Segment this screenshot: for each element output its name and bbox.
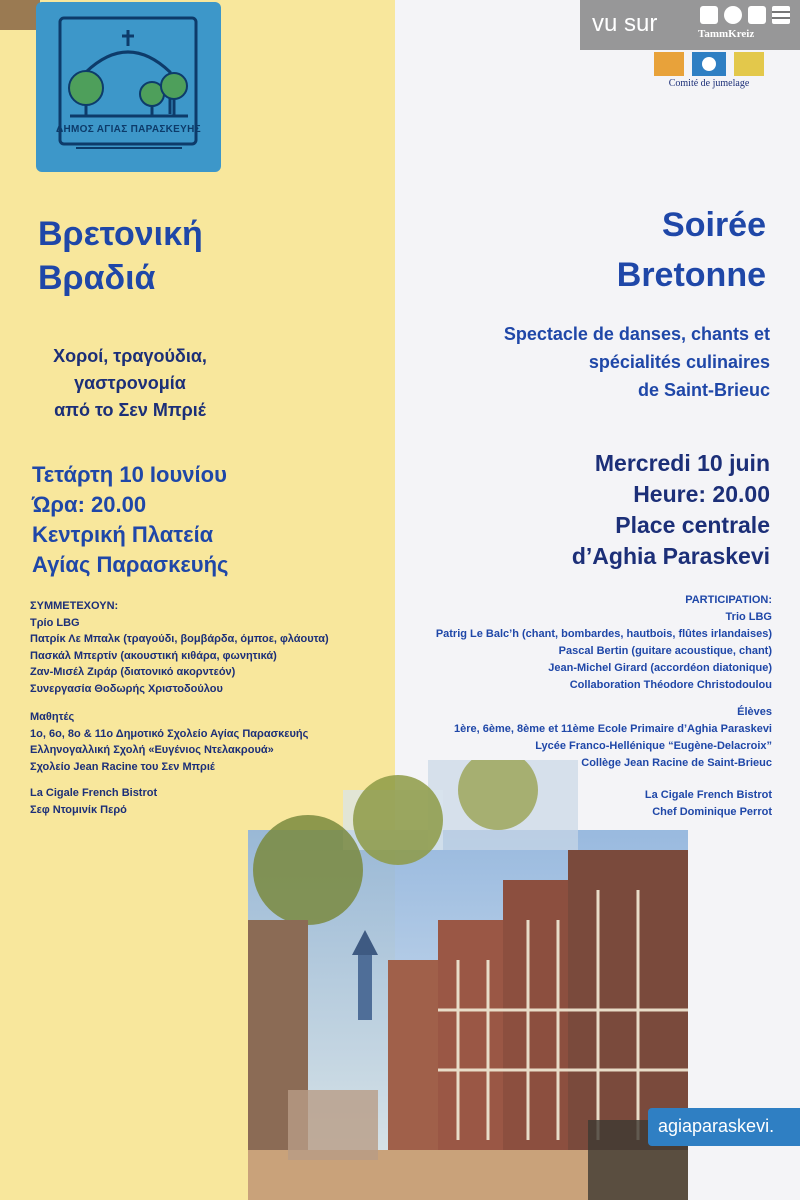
french-subtitle-line: spécialités culinaires [588, 352, 770, 372]
french-student-school: Collège Jean Racine de Saint-Brieuc [581, 757, 772, 769]
greek-date-line: Κεντρική Πλατεία [32, 522, 214, 547]
greek-date-line: Τετάρτη 10 Ιουνίου [32, 462, 227, 487]
website-url: agiaparaskevi. [658, 1116, 775, 1136]
french-subtitle-line: de Saint-Brieuc [637, 380, 770, 400]
greek-participant: Συνεργασία Θοδωρής Χριστοδούλου [30, 682, 223, 695]
french-students-heading: Élèves [737, 706, 772, 718]
greek-title-line: Βραδιά [38, 259, 156, 297]
logo-text: ΔΗΜΟΣ ΑΓΙΑΣ ΠΑΡΑΣΚΕΥΗΣ [56, 124, 201, 135]
french-subtitle-line: Spectacle de danses, chants et [503, 324, 770, 344]
greek-subtitle [0, 343, 260, 424]
french-title-line: Soirée [662, 206, 766, 244]
greek-student-school: Ελληνογαλλική Σχολή «Ευγένιος Ντελακρουά» [30, 744, 274, 756]
french-date-block [572, 448, 770, 572]
wood-edge [0, 0, 40, 30]
greek-subtitle-line: γαστρονομία [74, 373, 186, 393]
greek-participant: Ζαν-Μισέλ Ζιράρ (διατονικό ακορντεόν) [30, 666, 236, 678]
french-participant: Patrig Le Balc’h (chant, bombardes, hautbois, flûtes irlandaises) [435, 628, 772, 640]
greek-participant: Πασκάλ Μπερτίν (ακουστική κιθάρα, φωνητικά) [30, 649, 277, 662]
greek-participants-heading: ΣΥΜΜΕΤΕΧΟΥΝ: [30, 600, 119, 612]
greek-participant: Τρίο LBG [30, 616, 80, 629]
french-date-line: Mercredi 10 juin [594, 450, 770, 476]
french-chef-line: Chef Dominique Perrot [652, 806, 772, 818]
watermark-brand: TammKreiz [698, 28, 755, 40]
greek-student-school: 1ο, 6ο, 8ο & 11ο Δημοτικό Σχολείο Αγίας Παρασκευής [30, 727, 309, 740]
greek-chef-line: La Cigale French Bistrot [30, 787, 158, 799]
greek-participants [30, 598, 329, 697]
french-title-line: Bretonne [616, 256, 766, 294]
committee-label: Comité de jumelage [668, 78, 750, 89]
greek-chef-line: Σεφ Ντομινίκ Περό [30, 803, 127, 816]
tammkreiz-logo-icon [698, 4, 794, 26]
french-student-school: Lycée Franco-Hellénique “Eugène-Delacroix” [535, 740, 772, 752]
website-banner [648, 1108, 800, 1146]
french-title [617, 200, 766, 300]
watermark-text: vu sur [592, 10, 658, 37]
french-participant: Pascal Bertin (guitare acoustique, chant) [558, 645, 772, 657]
french-participant: Collaboration Théodore Christodoulou [569, 679, 772, 691]
french-date-line: d’Aghia Paraskevi [571, 543, 770, 569]
greek-title-line: Βρετονική [38, 215, 203, 253]
greek-participant: Πατρίκ Λε Μπαλκ (τραγούδι, βομβάρδα, όμποε, φλάουτα) [30, 633, 329, 645]
greek-date-block [32, 460, 229, 580]
greek-chef [30, 785, 157, 818]
greek-subtitle-line: από το Σεν Μπριέ [54, 400, 206, 420]
french-student-school: 1ère, 6ème, 8ème et 11ème Ecole Primaire d’Aghia Paraskevi [454, 723, 772, 735]
french-date-line: Place centrale [615, 512, 770, 538]
french-chef-line: La Cigale French Bistrot [644, 789, 772, 801]
french-participants [436, 592, 772, 694]
greek-subtitle-line: Χοροί, τραγούδια, [53, 346, 207, 366]
saint-brieuc-street-photo [248, 760, 688, 1200]
greek-title [38, 212, 203, 300]
greek-date-line: Αγίας Παρασκευής [32, 552, 229, 577]
french-subtitle [504, 320, 770, 404]
french-participants-heading: PARTICIPATION: [685, 594, 772, 606]
greek-students-heading: Μαθητές [30, 711, 75, 723]
municipality-logo [36, 2, 221, 172]
french-participant: Trio LBG [725, 611, 772, 623]
greek-date-line: Ώρα: 20.00 [32, 492, 147, 517]
french-date-line: Heure: 20.00 [633, 481, 770, 507]
greek-student-school: Σχολείο Jean Racine του Σεν Μπριέ [30, 760, 215, 773]
french-participant: Jean-Michel Girard (accordéon diatonique) [548, 662, 772, 674]
watermark [580, 0, 800, 50]
